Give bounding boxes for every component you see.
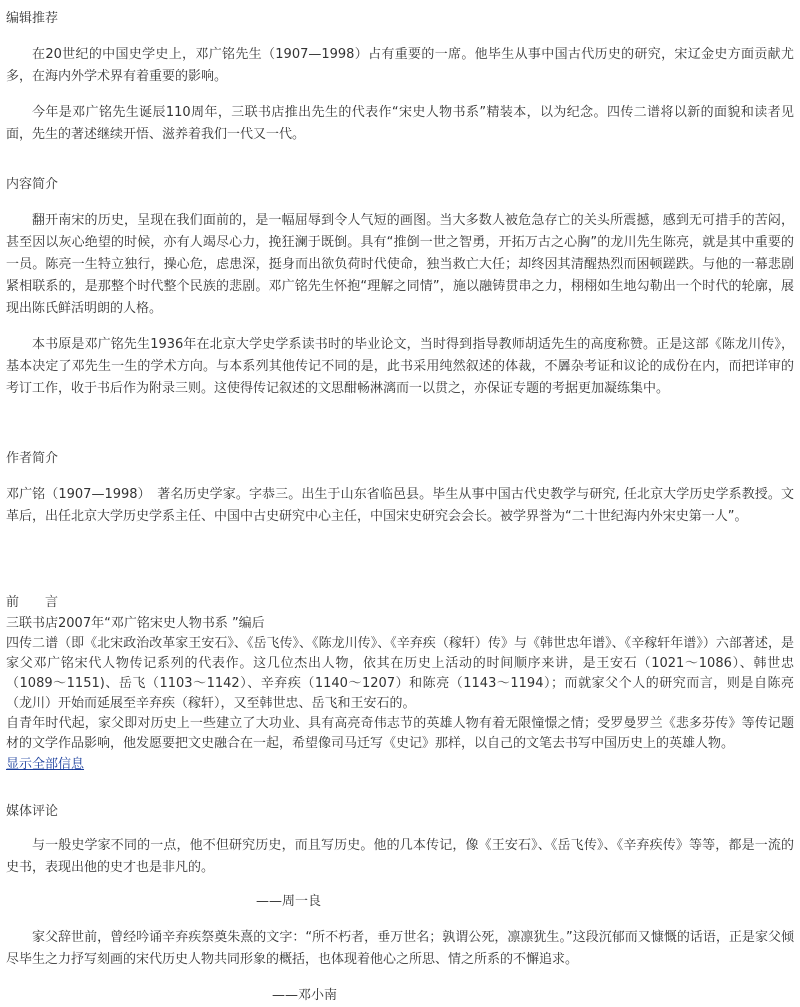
editor-paragraph-2: 今年是邓广铭先生诞辰110周年，三联书店推出先生的代表作“宋史人物书系”精装本，以为纪念。四传二谱将以新的面貌和读者见面，先生的著述继续开悟、滋养着我们一代又一代。 [6,105,794,142]
author-intro-section [6,448,794,528]
media-quote-2-signature: ——邓小南 [272,988,338,1003]
content-intro-heading: 内容简介 [6,177,59,192]
author-intro-heading: 作者简介 [6,451,59,466]
preface-paragraph-2: 自青年时代起，家父即对历史上一些建立了大功业、具有高亮奇伟志节的英雄人物有着无限憧憬之情；受罗曼罗兰《悲多芬传》等传记题材的文学作品影响，他发愿要把文史融合在一起，希望像司马迁写《史记》那样，以自己的文笔去书写中国历史上的英雄人物。 [6,716,794,751]
media-review-section [6,801,794,1007]
intro-paragraph-1: 翻开南宋的历史，呈现在我们面前的，是一幅屈辱到令人气短的画图。当大多数人被危急存亡的关头所震撼，感到无可措手的苦闷，甚至因以灰心绝望的时候，亦有人竭尽心力，挽狂澜于既倒。具有“推倒一世之智勇，开拓万古之心胸”的龙川先生陈亮，就是其中重要的一员。陈亮一生特立独行，操心危，虑患深，挺身而出欲负荷时代使命，独当救亡大任；却终因其清醒热烈而困顿蹉跌。与他的一幕悲剧紧相联系的，是那整个时代整个民族的悲剧。邓广铭先生怀抱“理解之同情”，施以融铸贯串之力，栩栩如生地勾勒出一个时代的轮廓，展现出陈氏鲜活明朗的人格。 [6,213,794,316]
editor-paragraph-1: 在20世纪的中国史学史上，邓广铭先生（1907—1998）占有重要的一席。他毕生从事中国古代历史的研究，宋辽金史方面贡献尤多，在海内外学术界有着重要的影响。 [6,47,794,84]
editor-recommendation-heading: 编辑推荐 [6,11,59,26]
preface-subtitle: 三联书店2007年“邓广铭宋史人物书系 ”编后 [6,616,265,631]
author-paragraph: 邓广铭（1907—1998） 著名历史学家。字恭三。出生于山东省临邑县。毕生从事中国古代史教学与研究, 任北京大学历史学系教授。文革后，出任北京大学历史学系主任、中国中古史研究中心主任，中国宋史研究会会长。被学界誉为“二十世纪海内外宋史第一人”。 [6,487,794,524]
preface-section [6,592,794,776]
show-all-info-link[interactable]: 显示全部信息 [6,757,85,772]
media-quote-2: 家父辞世前，曾经吟诵辛弃疾祭奠朱熹的文字：“所不朽者，垂万世名；孰谓公死，凛凛犹生。”这段沉郁而又慷慨的话语，正是家父倾尽毕生之力抒写刻画的宋代历史人物共同形象的概括，也体现着他心之所思、情之所系的不懈追求。 [6,930,794,967]
media-quote-1-signature: ——周一良 [256,894,322,909]
intro-paragraph-2: 本书原是邓广铭先生1936年在北京大学史学系读书时的毕业论文，当时得到指导教师胡适先生的高度称赞。正是这部《陈龙川传》，基本决定了邓先生一生的学术方向。与本系列其他传记不同的是，此书采用纯然叙述的体裁，不羼杂考证和议论的成份在内，而把详审的考订工作，收于书后作为附录三则。这使得传记叙述的文思酣畅淋漓而一以贯之，亦保证专题的考据更加凝练集中。 [6,337,794,396]
content-intro-section [6,174,794,400]
media-review-heading: 媒体评论 [6,804,59,819]
editor-recommendation-section [6,8,794,146]
media-quote-1: 与一般史学家不同的一点，他不但研究历史，而且写历史。他的几本传记，像《王安石》、《岳飞传》、《辛弃疾传》等等，都是一流的史书，表现出他的史才也是非凡的。 [6,838,794,875]
preface-heading: 前 言 [6,595,59,610]
preface-paragraph-1: 四传二谱（即《北宋政治改革家王安石》、《岳飞传》、《陈龙川传》、《辛弃疾（稼轩）传》与《韩世忠年谱》、《辛稼轩年谱》）六部著述，是家父邓广铭宋代人物传记系列的代表作。这几位杰出人物，依其在历史上活动的时间顺序来讲，是王安石（1021～1086）、韩世忠（1089～1151)、岳飞（1103～1142）、辛弃疾（1140～1207）和陈亮（1143～1194）；而就家父个人的研究而言，则是自陈亮（龙川）开始而延展至辛弃疾（稼轩），又至韩世忠、岳飞和王安石的。 [6,636,794,711]
